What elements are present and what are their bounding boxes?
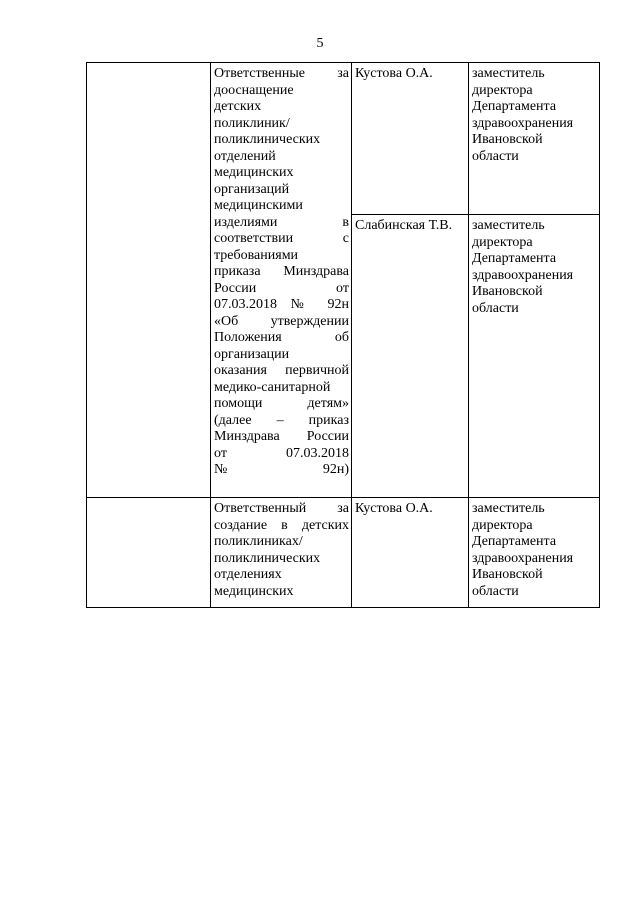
text-line: Ответственные за <box>214 66 349 81</box>
page-number: 5 <box>316 36 324 51</box>
responsible-position <box>472 66 597 165</box>
table-cell-empty <box>87 498 211 608</box>
text-line: от 07.03.2018 <box>214 445 349 461</box>
text-line: области <box>472 300 519 316</box>
text-line: заместитель <box>472 501 545 516</box>
text-line: требованиями <box>214 247 299 263</box>
text-line: медицинскими <box>214 198 303 213</box>
text-line: детских <box>214 99 262 114</box>
table-row <box>87 498 600 608</box>
text-line: «Об утверждении <box>214 313 349 329</box>
text-line: медицинских <box>214 165 294 180</box>
text-line: директора <box>472 517 533 533</box>
responsible-position-cell <box>469 63 600 215</box>
task-description <box>214 501 349 600</box>
text-line: здравоохранения <box>472 550 574 566</box>
text-line: здравоохранения <box>472 267 574 283</box>
text-line: поликлиник/ <box>214 115 290 131</box>
task-description <box>214 66 349 479</box>
text-line: директора <box>472 234 533 250</box>
text-line: оказания первичной <box>214 363 349 378</box>
table-cell-empty <box>87 63 211 498</box>
task-cell <box>211 498 352 608</box>
text-line: Положения об <box>214 330 349 345</box>
text-line: приказа Минздрава <box>214 264 349 279</box>
text-line: Ивановской <box>472 284 543 299</box>
text-line: медицинских <box>214 583 294 599</box>
responsible-name: Кустова О.А. <box>355 66 433 81</box>
responsibles-table <box>86 62 600 608</box>
responsible-position-cell <box>469 498 600 608</box>
text-line: Минздрава России <box>214 429 349 444</box>
text-line: поликлиниках/ <box>214 534 303 549</box>
text-line: дооснащение <box>214 82 294 98</box>
text-line: медико-санитарной <box>214 379 331 395</box>
text-line: организации <box>214 346 290 362</box>
text-line: Ивановской <box>472 567 543 582</box>
table-row <box>87 63 600 215</box>
text-line: Ивановской <box>472 132 543 147</box>
text-line: № 92н) <box>214 462 349 477</box>
text-line: заместитель <box>472 218 545 233</box>
text-line: поликлинических <box>214 132 321 147</box>
text-line: области <box>472 583 519 599</box>
responsible-position <box>472 501 597 600</box>
text-line: Ответственный за <box>214 501 349 516</box>
text-line: области <box>472 148 519 164</box>
text-line: Департамента <box>472 534 557 549</box>
responsible-name-cell <box>352 215 469 498</box>
text-line: поликлинических <box>214 550 321 566</box>
text-line: соответствии с <box>214 231 349 246</box>
responsible-name-cell <box>352 63 469 215</box>
text-line: отделениях <box>214 567 282 582</box>
text-line: заместитель <box>472 66 545 81</box>
text-line: создание в детских <box>214 517 349 533</box>
text-line: изделиями в <box>214 214 349 230</box>
text-line: помощи детям» <box>214 396 349 411</box>
text-line: здравоохранения <box>472 115 574 131</box>
text-line: директора <box>472 82 533 98</box>
responsible-name: Слабинская Т.В. <box>355 218 453 233</box>
responsible-position-cell <box>469 215 600 498</box>
text-line: организаций <box>214 181 290 197</box>
text-line: (далее – приказ <box>214 412 349 428</box>
text-line: Департамента <box>472 251 557 266</box>
text-line: отделений <box>214 148 276 164</box>
text-line: России от <box>214 280 349 296</box>
responsible-name: Кустова О.А. <box>355 501 433 516</box>
responsible-name-cell <box>352 498 469 608</box>
text-line: 07.03.2018 № 92н <box>214 297 349 312</box>
responsible-position <box>472 218 597 317</box>
text-line: Департамента <box>472 99 557 114</box>
task-cell <box>211 63 352 498</box>
